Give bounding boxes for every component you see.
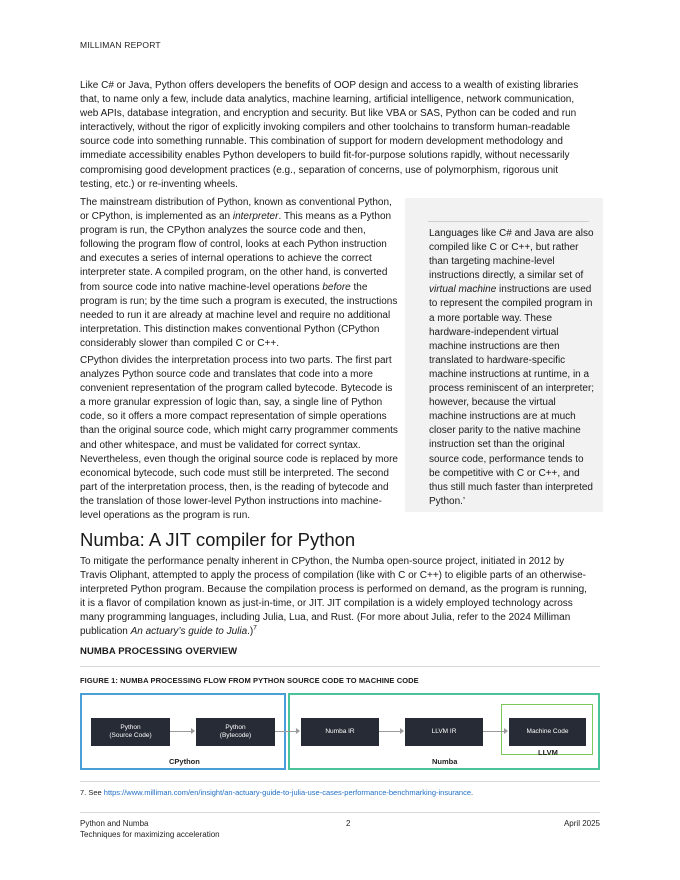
llvm-group-label: LLVM — [538, 748, 558, 757]
python-bytecode-line1: Python — [225, 724, 246, 731]
sidebar-text — [429, 227, 595, 509]
arrow-source-to-bytecode — [170, 731, 194, 732]
numba-group-label: Numba — [432, 757, 458, 766]
section-heading: Numba: A JIT compiler for Python — [80, 529, 356, 550]
footer-title-line1: Python and Numba — [80, 819, 149, 828]
figure-bottom-rule — [80, 781, 600, 782]
interpreter-text-2: . This means as a Python program is run, the CPython analyzes the source code and then, following the program flow of control, looks at each Python instruction and executes a series of internal operations to achieve the correct interpreter state. A compiled program, on the other hand, is converted from source code into native machine-level operations — [80, 211, 392, 293]
footer-page-number: 2 — [346, 819, 351, 828]
numba-paragraph — [80, 555, 592, 640]
sidebar-callout — [405, 198, 603, 512]
intro-paragraph: Like C# or Java, Python offers developers the benefits of OOP design and access to a wealth of existing libraries that, to name only a few, include data analytics, machine learning, artificial intelligence, network communication, web APIs, database integration, and encryption and security. But like VBA or SAS, Python can be coded and run interactively, without the rigor of explicitly invoking compilers and other toolchains to transform human-readable source code into something runnable. This combination of support for modern development methodology and immediate accessibility enables Python developers to build fit-for-purpose solutions rapidly, without necessarily compromising good development practices (e.g., separation of concerns, use of polymorphism, rigorous unit testing, etc.) or re-inventing wheels. — [80, 80, 579, 190]
report-header: MILLIMAN REPORT — [80, 40, 161, 50]
numba-text-1: To mitigate the performance penalty inherent in CPython, the Numba open-source project, initiated in 2012 by Travis Oliphant, attempted to apply the process of compilation (like with C or C++) to eligible parts of an otherwise-interpreted Python program. Because the compilation process is performed on demand, as the program is running, it is a flavor of compilation known as just-in-time, or JIT. JIT compilation is a widely employed technology across many programming languages, including Julia, Lua, and Rust. (For more about Julia, refer to the 2024 Milliman publication — [80, 556, 587, 638]
footer-date: April 2025 — [563, 819, 600, 828]
arrow-llvm-ir-to-machine-code — [483, 731, 507, 732]
llvm-ir-box — [405, 718, 483, 746]
footnote — [80, 788, 473, 797]
subheading: NUMBA PROCESSING OVERVIEW — [80, 646, 238, 657]
python-bytecode-box — [196, 718, 275, 746]
python-source-line2: (Source Code) — [109, 732, 152, 739]
figure-top-rule — [80, 666, 600, 667]
machine-code-label: Machine Code — [526, 728, 569, 735]
numba-ir-label: Numba IR — [325, 728, 355, 735]
sidebar-rule — [428, 221, 589, 222]
footnote-ref[interactable]: 7 — [253, 625, 257, 633]
numba-text-2: .) — [247, 626, 254, 638]
footnote-prefix: 7. See — [80, 788, 104, 797]
sidebar-em: virtual machine — [429, 284, 497, 296]
interpreter-em-1: interpreter — [232, 211, 279, 223]
footer-title-line2: Techniques for maximizing acceleration — [80, 830, 220, 839]
machine-code-box — [509, 718, 586, 746]
sidebar-text-1: Languages like C# and Java are also compiled like C or C++, but rather than targeting machine-level instructions directly, a similar set of — [429, 228, 594, 282]
numba-em: An actuary’s guide to Julia — [130, 626, 248, 638]
interpreter-paragraph — [80, 196, 398, 351]
arrow-numba-ir-to-llvm-ir — [379, 731, 403, 732]
interpreter-text-1: The mainstream distribution of Python, known as conventional Python, or CPython, is implemented as an — [80, 197, 392, 223]
llvm-ir-label: LLVM IR — [431, 728, 457, 735]
python-bytecode-line2: (Bytecode) — [219, 732, 252, 739]
arrow-bytecode-to-numba-ir — [275, 731, 299, 732]
footnote-link[interactable]: https://www.milliman.com/en/insight/an-actuary-guide-to-julia-use-cases-performance-benchmarking-insurance — [103, 788, 472, 797]
sidebar-text-2: instructions are used to represent the compiled program in a more portable way. These hardware-independent virtual machine instructions are then translated to hardware-specific machine instructions at runtime, in a process reminiscent of an interpreter; however, because the virtual machine instructions are at much closer parity to the native machine instruction set than the original source code, performance tends to be competitive with C or C++, and thus still much faster than interpreted Python.’ — [429, 284, 595, 507]
numba-flow-diagram — [80, 690, 600, 772]
python-source-box — [91, 718, 170, 746]
figure-caption: FIGURE 1: NUMBA PROCESSING FLOW FROM PYTHON SOURCE CODE TO MACHINE CODE — [80, 676, 419, 685]
numba-ir-box — [301, 718, 379, 746]
interpreter-text-3: the program is run; by the time such a program is executed, the instructions needed to run it are already at machine level and require no additional interpretation. This distinction makes conventional Python (CPython considerably slower than compiled C or C++. — [80, 281, 398, 349]
interpreter-em-2: before — [322, 281, 351, 293]
footer-title — [80, 818, 220, 840]
bytecode-paragraph: CPython divides the interpretation process into two parts. The first part analyzes Python source code and translates that code into a more convenient representation of the program called bytecode. Bytecode is a more granular expression of logic than, say, a single line of Python code, so it offers a more compact representation of simple operations than the original source code, which might carry programmer comments and other whitespace, and must be validated for correct syntax. Nevertheless, even though the original source code is replaced by more economical bytecode, such code must still be interpreted. The second part of the interpretation process, then, is the reading of bytecode and the translation of those lower-level Python instructions into machine-level operations as the program is run. — [80, 355, 398, 522]
python-source-line1: Python — [120, 724, 141, 731]
footer-rule — [80, 812, 600, 813]
cpython-group-label: CPython — [169, 757, 200, 766]
footnote-suffix: . — [471, 788, 474, 797]
